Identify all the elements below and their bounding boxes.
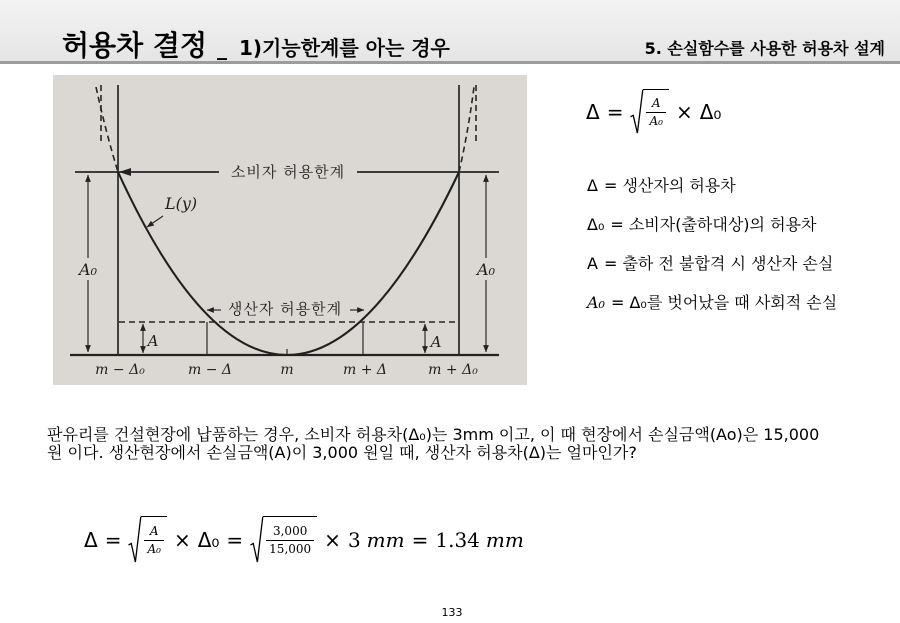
problem-line: 원 이다. 생산현장에서 손실금액(A)이 3,000 원일 때, 생산자 허용차(Δ)는 얼마인가? xyxy=(47,443,637,462)
radicand xyxy=(141,516,166,564)
radicand xyxy=(643,89,668,135)
title-separator: _ xyxy=(217,36,227,60)
definition-item xyxy=(587,254,837,293)
radical-sign xyxy=(630,89,643,135)
radical-sign xyxy=(128,516,141,564)
radical-sign xyxy=(250,516,263,564)
definition-symbol: Δ xyxy=(587,176,598,195)
problem-statement xyxy=(47,426,887,462)
equals-sign: = xyxy=(606,100,624,124)
definition-text: = 생산자의 허용차 xyxy=(603,176,736,195)
consumer-limit-label: 소비자 허용한계 xyxy=(230,163,346,181)
page-number: 133 xyxy=(441,606,463,619)
denominator: A₀ xyxy=(649,114,663,128)
right-a0-label: A₀ xyxy=(477,260,495,279)
numerator: A xyxy=(646,96,665,113)
equals-sign: = xyxy=(226,528,244,552)
times-sign: × xyxy=(324,528,341,552)
definition-symbol: A₀ xyxy=(587,293,605,312)
numerator: 3,000 xyxy=(266,524,314,541)
equals-sign: = xyxy=(411,528,429,552)
square-root xyxy=(250,516,317,564)
x-tick-label: m − Δ₀ xyxy=(95,362,145,378)
formula-lhs: Δ xyxy=(84,528,98,552)
numerator: A xyxy=(144,524,163,541)
unit-label: mm xyxy=(366,528,405,552)
formula-term: Δ₀ xyxy=(699,100,722,124)
radicand xyxy=(263,516,317,564)
title-subtitle: 1)기능한계를 아는 경우 xyxy=(239,36,450,60)
equals-sign: = xyxy=(104,528,122,552)
result-value: 1.34 xyxy=(435,528,480,552)
definition-item xyxy=(587,176,837,215)
times-sign: × xyxy=(173,528,191,552)
formula-lhs: Δ xyxy=(586,100,600,124)
x-tick-label: m + Δ₀ xyxy=(428,362,478,378)
fraction xyxy=(646,96,665,129)
left-a0-label: A₀ xyxy=(79,260,97,279)
denominator: A₀ xyxy=(147,542,161,556)
denominator: 15,000 xyxy=(269,542,312,556)
symbol-definitions xyxy=(587,176,837,332)
fraction xyxy=(266,524,314,557)
producer-limit-label: 생산자 허용한계 xyxy=(227,300,343,318)
title-main: 허용차 결정 xyxy=(62,29,207,62)
section-label: 5. 손실함수를 사용한 허용차 설계 xyxy=(644,39,885,58)
right-a-label: A xyxy=(430,333,442,351)
left-a-label: A xyxy=(147,332,159,350)
unit-label: mm xyxy=(485,528,524,552)
paper-background xyxy=(53,75,527,385)
definition-item xyxy=(587,215,837,254)
loss-function-diagram xyxy=(53,75,527,385)
factor-value: 3 xyxy=(347,528,361,552)
fraction xyxy=(144,524,163,557)
problem-line: 판유리를 건설현장에 납품하는 경우, 소비자 허용차(Δ₀)는 3mm 이고, 이 때 현장에서 손실금액(Ao)은 15,000 xyxy=(47,426,820,444)
worked-solution-formula xyxy=(84,515,524,565)
definition-item xyxy=(587,293,837,332)
definition-text: = 소비자(출하대상)의 허용차 xyxy=(610,215,817,234)
slide-title xyxy=(62,24,450,64)
times-sign: × xyxy=(675,100,693,124)
definition-symbol: A xyxy=(587,254,598,273)
x-tick-label: m xyxy=(280,362,294,378)
tolerance-formula xyxy=(586,88,721,136)
loss-function-label: L(y) xyxy=(165,194,198,213)
definition-text: = Δ₀를 벗어났을 때 사회적 손실 xyxy=(610,293,838,312)
slide-header xyxy=(0,0,900,64)
square-root xyxy=(630,89,668,135)
formula-term: Δ₀ xyxy=(197,528,220,552)
square-root xyxy=(128,516,166,564)
definition-text: = 출하 전 불합격 시 생산자 손실 xyxy=(603,254,834,273)
loss-function-figure xyxy=(53,75,527,385)
definition-symbol: Δ₀ xyxy=(587,215,605,234)
x-tick-label: m + Δ xyxy=(342,362,388,378)
x-tick-label: m − Δ xyxy=(187,362,233,378)
